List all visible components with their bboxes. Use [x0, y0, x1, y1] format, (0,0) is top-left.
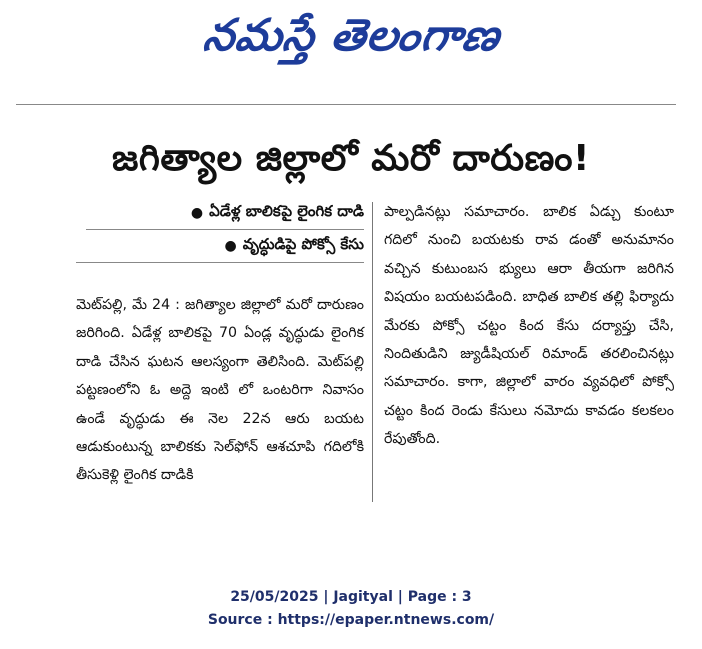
masthead-divider	[16, 104, 676, 105]
article-left-column	[76, 200, 364, 490]
subhead-divider	[76, 262, 364, 263]
article-headline: జగిత్యాల జిల్లాలో మరో దారుణం!	[112, 138, 590, 179]
masthead-logo-text: నమస్తే తెలంగాణ	[200, 10, 504, 61]
bullet-dot-icon: ●	[224, 238, 237, 254]
subhead-text-2: వృద్ధుడిపై పోక్సో కేసు	[242, 235, 364, 253]
footer-date-line: 25/05/2025 | Jagityal | Page : 3	[230, 589, 472, 605]
footer-source-line: Source : https://epaper.ntnews.com/	[207, 612, 495, 628]
column-divider	[372, 202, 373, 502]
bullet-dot-icon: ●	[190, 205, 204, 221]
subhead-divider	[86, 229, 364, 230]
subhead-bullet-1	[76, 200, 364, 226]
article-body-left: మెట్‌పల్లి, మే 24 : జగిత్యాల జిల్లాలో మరో దారుణం జరిగింది. ఏడేళ్ల బాలికపై 70 ఏండ్ల వృద్ధుడు లైంగిక దాడి చేసిన ఘటన ఆలస్యంగా తెలిసింది. మెట్‌పల్లి పట్టణంలోని ఓ అద్దె ఇంటి లో ఒంటరిగా నివాసం ఉండే వృద్ధుడు ఈ నెల 22న ఆరు బయట ఆడుకుంటున్న బాలికకు సెల్‌ఫోన్ ఆశచూపి గదిలోకి తీసుకెళ్లి లైంగిక దాడికి	[76, 297, 364, 484]
article-body-right: పాల్పడినట్లు సమాచారం. బాలిక ఏడ్చు కుంటూ గదిలో నుంచి బయటకు రావ డంతో అనుమానం వచ్చిన కుటుంబస భ్యులు ఆరా తీయగా జరిగిన విషయం బయటపడింది. బాధిత బాలిక తల్లి ఫిర్యాదు మేరకు పోక్సో చట్టం కింద కేసు దర్యాప్తు చేసి, నిందితుడిని జ్యుడీషియల్ రిమాండ్ తరలించినట్లు సమాచారం. కాగా, జిల్లాలో వారం వ్యవధిలో పోక్సో చట్టం కింద రెండు కేసులు నమోదు కావడం కలకలం రేపుతోంది.	[384, 204, 674, 448]
subhead-text-1: ఏడేళ్ల బాలికపై లైంగిక దాడి	[209, 202, 364, 220]
subhead-bullet-2	[76, 233, 364, 259]
masthead	[0, 8, 702, 74]
article-right-column	[384, 198, 674, 454]
